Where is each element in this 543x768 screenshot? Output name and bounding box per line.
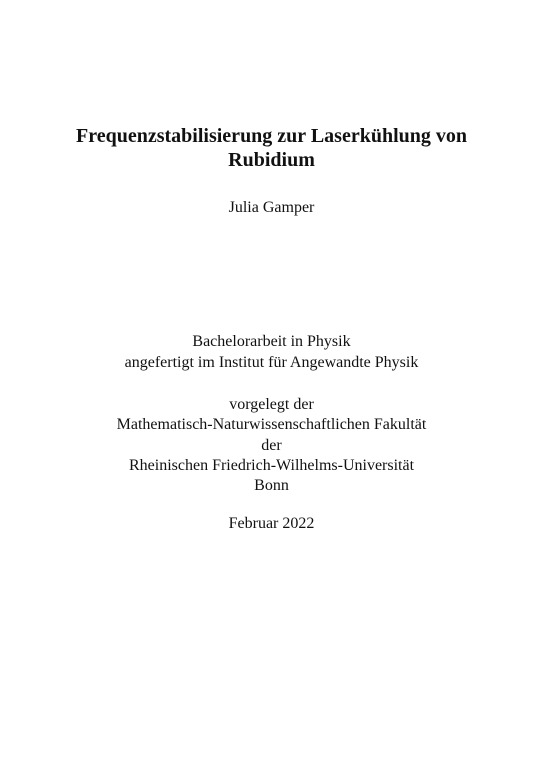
thesis-title-line-2: Rubidium xyxy=(228,149,315,171)
submission-date: Februar 2022 xyxy=(228,515,315,532)
submission-city: Bonn xyxy=(254,477,289,494)
submission-faculty: Mathematisch-Naturwissenschaftlichen Fakultät xyxy=(116,416,427,433)
submission-connector: der xyxy=(261,437,282,454)
thesis-title-line-1: Frequenzstabilisierung zur Laserkühlung von xyxy=(76,125,467,147)
submission-intro: vorgelegt der xyxy=(229,396,314,413)
thesis-institute: angefertigt im Institut für Angewandte Physik xyxy=(124,354,419,371)
author-name: Julia Gamper xyxy=(228,199,315,216)
submission-university: Rheinischen Friedrich-Wilhelms-Universität xyxy=(128,457,415,474)
thesis-type: Bachelorarbeit in Physik xyxy=(192,333,351,350)
